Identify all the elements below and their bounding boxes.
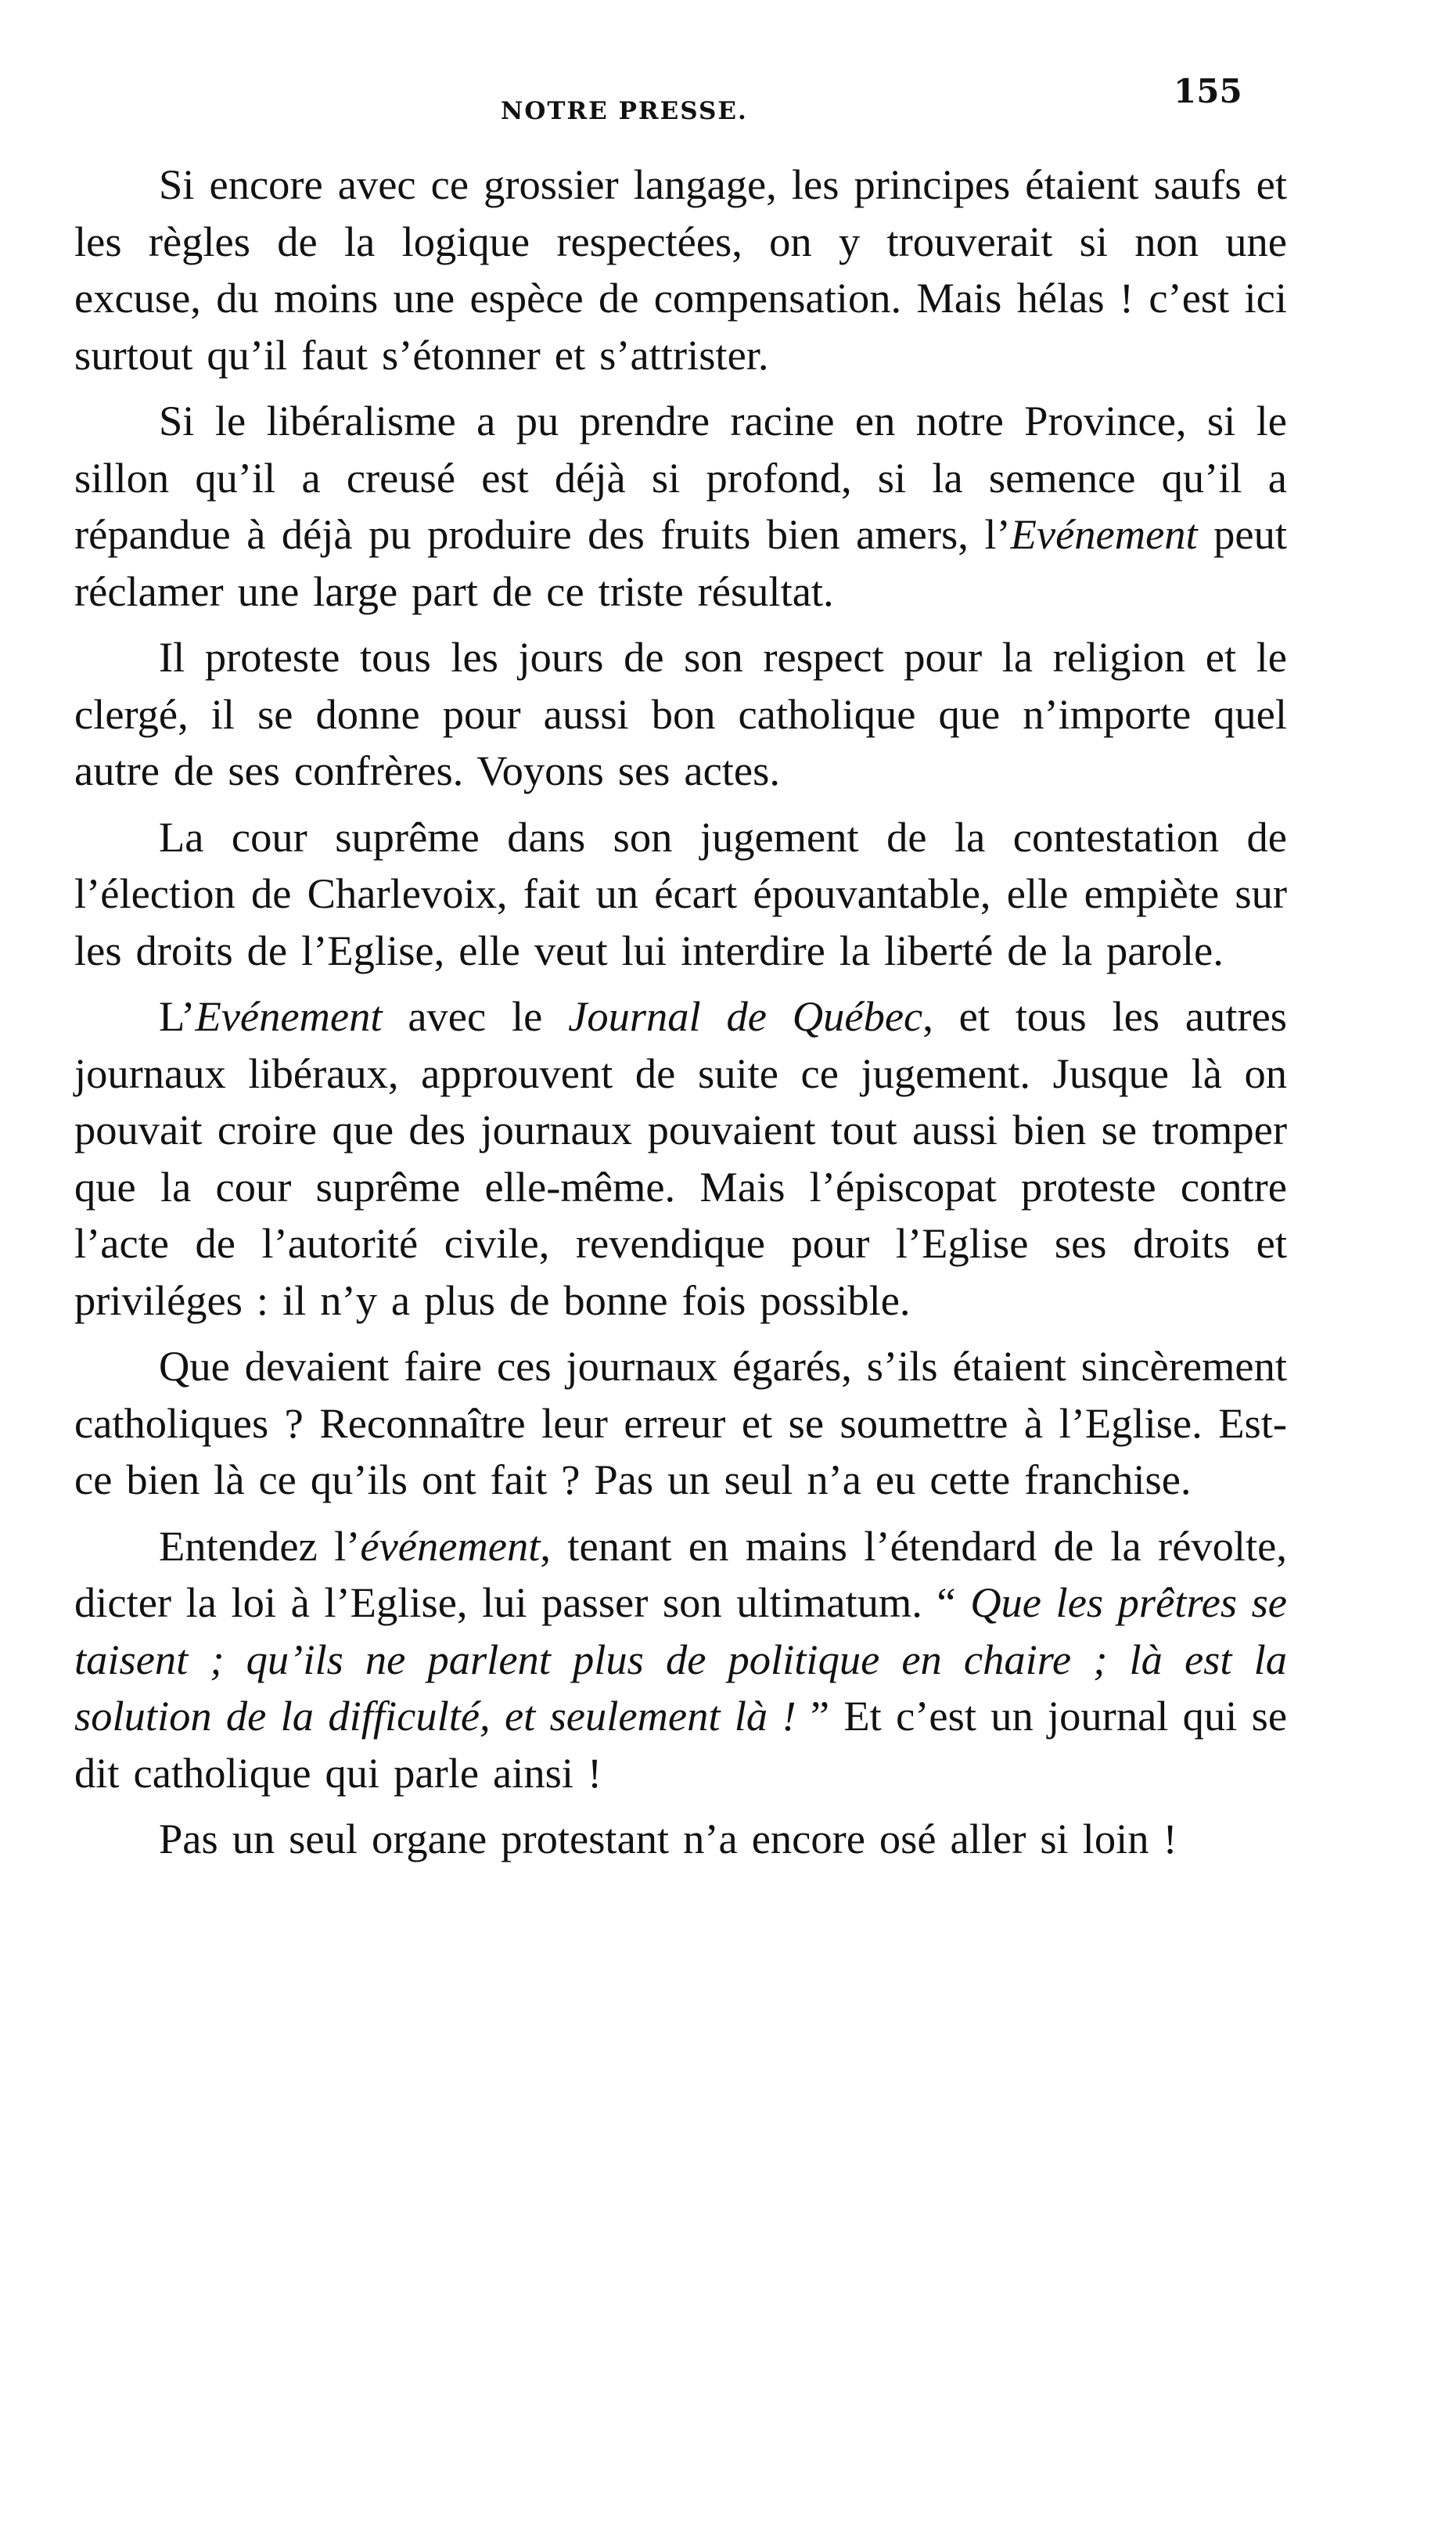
text-segment: Il proteste tous les jours de son respect pour la religion et le clergé, il se donne pour aussi bon catholique que n’importe quel autre de ses confrères. Voyons ses actes. — [74, 633, 1287, 794]
italic-text: Evénement — [195, 992, 383, 1040]
text-segment: ” Et c’est un journal qui se dit catholique qui parle ainsi ! — [74, 1692, 1288, 1797]
italic-text: Journal de Québec — [568, 992, 923, 1040]
text-segment: Si le libéralisme a pu prendre racine en notre Province, si le sillon qu’il a creusé est déjà si profond, si la semence qu’il a répandue à déjà pu produire des fruits bien amers, l’ — [74, 397, 1287, 558]
paragraph — [74, 629, 1287, 800]
paragraph — [74, 1518, 1287, 1802]
text-segment: peut réclamer une large part de ce triste résultat. — [74, 510, 1287, 615]
running-head — [117, 72, 1252, 125]
paragraph — [74, 809, 1287, 980]
paragraph — [74, 1811, 1287, 1868]
paragraph — [74, 988, 1287, 1329]
text-segment: Que devaient faire ces journaux égarés, s’ils étaient sincèrement catholiques ? Reconnaître leur erreur et se soumettre à l’Eglise. Est-ce bien là ce qu’ils ont fait ? Pas un seul n’a eu cette franchise. — [74, 1342, 1287, 1503]
text-segment: L’ — [159, 992, 196, 1040]
paragraph — [74, 157, 1287, 383]
text-segment: La cour suprême dans son jugement de la contestation de l’élection de Charlevoix, fait un écart épouvantable, elle empiète sur les droits de l’Eglise, elle veut lui interdire la liberté de la parole. — [74, 812, 1287, 974]
text-segment: Entendez l’ — [159, 1521, 361, 1570]
page-number: 155 — [1174, 72, 1242, 110]
text-segment: , tenant en mains l’étendard de la révolte, dicter la loi à l’Eglise, lui passer son ultimatum. “ — [74, 1521, 1287, 1626]
running-title: NOTRE PRESSE. — [501, 97, 748, 125]
paragraph — [74, 1338, 1287, 1509]
text-segment: Si encore avec ce grossier langage, les principes étaient saufs et les règles de la logique respectées, on y trouverait si non une excuse, du moins une espèce de compensation. Mais hélas ! c’est ici surtout qu’il faut s’étonner et s’attrister. — [74, 160, 1287, 379]
paragraph — [74, 393, 1287, 620]
text-segment: , et tous les autres journaux libéraux, approuvent de suite ce jugement. Jusque là on pouvait croire que des journaux pouvaient tout aussi bien se tromper que la cour suprême elle-même. Mais l’épiscopat proteste contre l’acte de l’autorité civile, revendique pour l’Eglise ses droits et priviléges : il n’y a plus de bonne fois possible. — [74, 992, 1287, 1324]
italic-text: Que les prêtres se taisent ; qu’ils ne parlent plus de politique en chaire ; là est la solution de la difficulté, et seulement là ! — [74, 1578, 1287, 1740]
text-segment: Pas un seul organe protestant n’a encore osé aller si loin ! — [159, 1815, 1177, 1862]
italic-text: Evénement — [1010, 510, 1198, 558]
italic-text: événement — [360, 1521, 541, 1570]
body-text — [74, 157, 1287, 1877]
text-segment: avec le — [382, 992, 569, 1040]
